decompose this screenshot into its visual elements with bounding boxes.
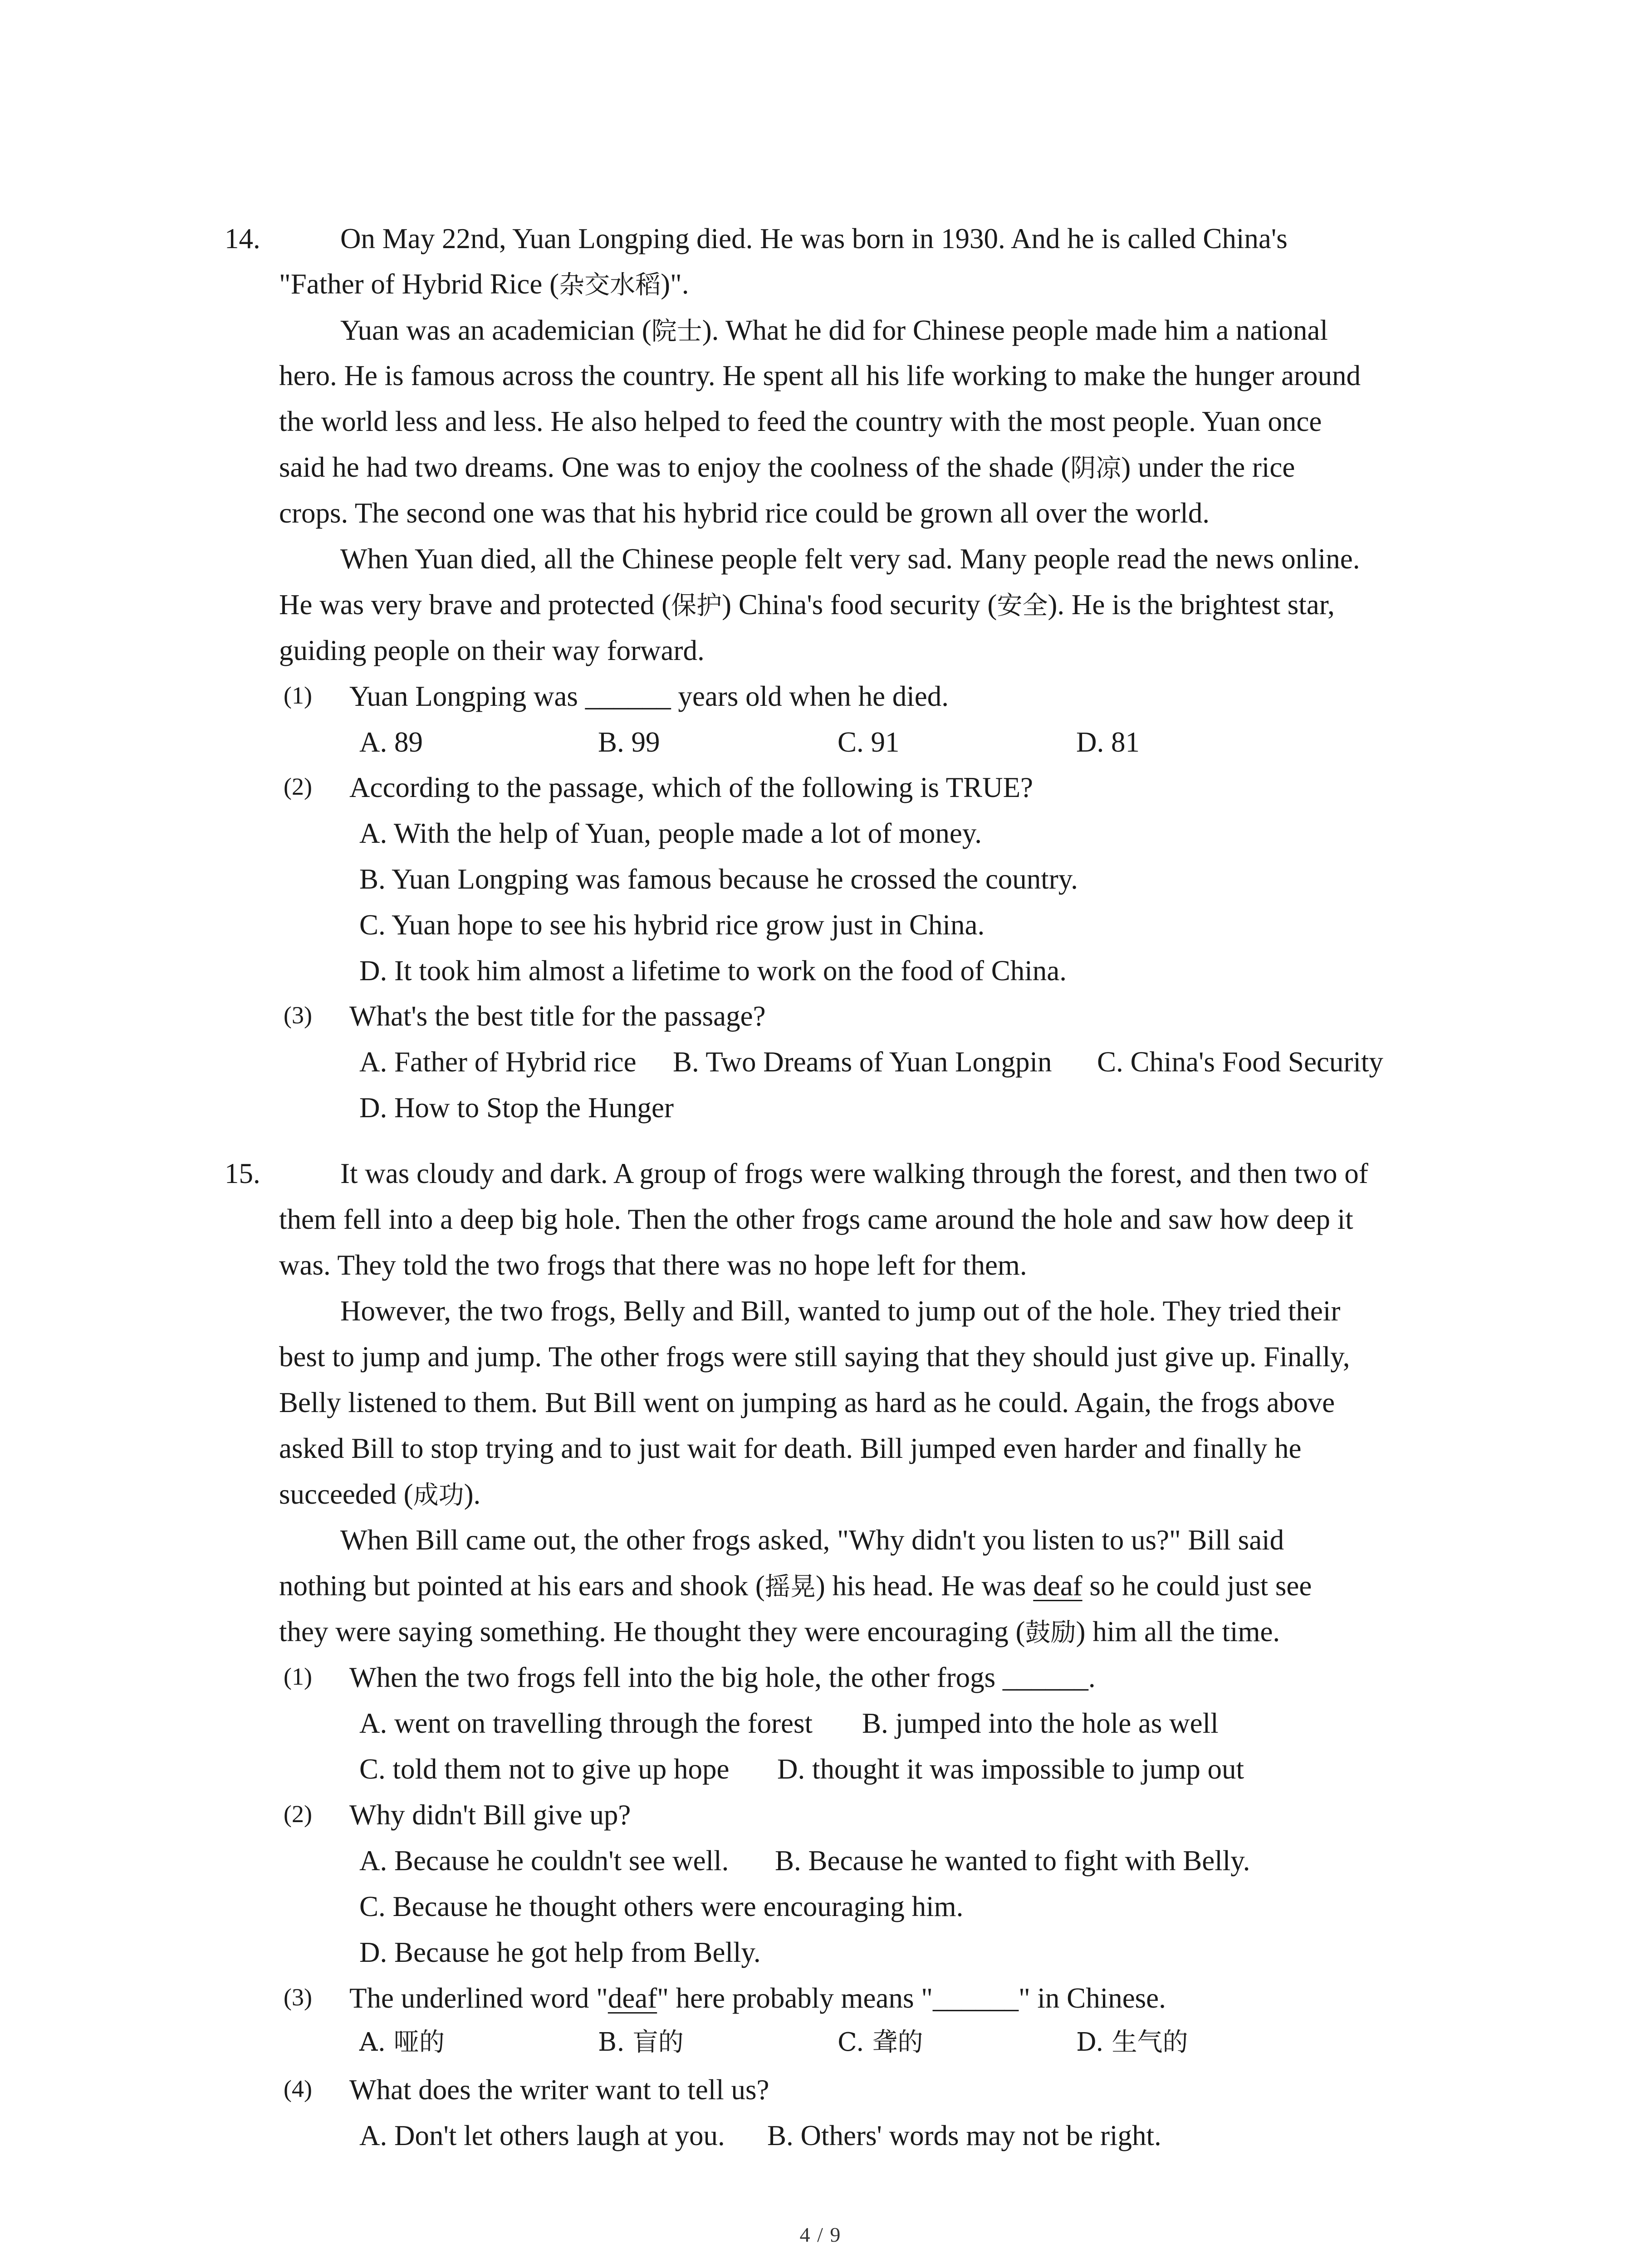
- option-d[interactable]: D. 生气的: [1076, 2028, 1188, 2057]
- option-c[interactable]: C. China's Food Security: [1097, 1046, 1383, 1078]
- option-a[interactable]: A. went on travelling through the forest: [359, 1707, 813, 1739]
- passage-line: Yuan was an academician (院士). What he did for Chinese people made him a national: [340, 314, 1328, 346]
- sub-question-number: (3): [284, 1984, 312, 2011]
- option-c[interactable]: C. told them not to give up hope: [359, 1753, 730, 1785]
- sub-question-number: (1): [284, 682, 312, 709]
- option-c[interactable]: C. Yuan hope to see his hybrid rice grow just in China.: [359, 909, 985, 941]
- passage-line: said he had two dreams. One was to enjoy the coolness of the shade (阴凉) under the rice: [279, 451, 1295, 483]
- option-d[interactable]: D. thought it was impossible to jump out: [777, 1753, 1244, 1785]
- option-d[interactable]: D. 81: [1076, 726, 1140, 758]
- option-c[interactable]: C. 91: [838, 726, 900, 758]
- passage-line: When Yuan died, all the Chinese people felt very sad. Many people read the news online.: [340, 543, 1360, 575]
- option-a[interactable]: A. Don't let others laugh at you.: [359, 2120, 725, 2151]
- option-b[interactable]: B. Two Dreams of Yuan Longpin: [673, 1046, 1052, 1078]
- passage-line: He was very brave and protected (保护) China's food security (安全). He is the brightest star,: [279, 589, 1335, 621]
- option-c[interactable]: C. 聋的: [838, 2028, 923, 2057]
- option-b[interactable]: B. Yuan Longping was famous because he crossed the country.: [359, 863, 1078, 895]
- option-d[interactable]: D. How to Stop the Hunger: [359, 1092, 674, 1124]
- option-b[interactable]: B. 盲的: [598, 2028, 684, 2057]
- passage-line: nothing but pointed at his ears and shook (摇晃) his head. He was deaf so he could just see: [279, 1570, 1312, 1602]
- passage-line: they were saying something. He thought they were encouraging (鼓励) him all the time.: [279, 1616, 1280, 1647]
- sub-question-number: (2): [284, 773, 312, 800]
- sub-question-number: (4): [284, 2075, 312, 2102]
- option-b[interactable]: B. Others' words may not be right.: [767, 2120, 1161, 2151]
- passage-line: succeeded (成功).: [279, 1478, 481, 1510]
- passage-line: It was cloudy and dark. A group of frogs were walking through the forest, and then two of: [340, 1158, 1368, 1189]
- question-number-15: 15.: [225, 1158, 260, 1189]
- sub-question-text: What's the best title for the passage?: [349, 1000, 766, 1032]
- sub-question-number: (2): [284, 1800, 312, 1828]
- sub-question-text: Yuan Longping was ______ years old when he died.: [349, 680, 949, 712]
- passage-line: When Bill came out, the other frogs asked, "Why didn't you listen to us?" Bill said: [340, 1524, 1284, 1556]
- passage-line: best to jump and jump. The other frogs were still saying that they should just give up. Finally,: [279, 1341, 1350, 1373]
- sub-question-text: What does the writer want to tell us?: [349, 2074, 769, 2106]
- page-number: 4 / 9: [799, 2223, 842, 2246]
- passage-line: guiding people on their way forward.: [279, 635, 705, 666]
- passage-line: However, the two frogs, Belly and Bill, wanted to jump out of the hole. They tried their: [340, 1295, 1341, 1327]
- option-a[interactable]: A. 哑的: [359, 2028, 445, 2057]
- sub-question-text: According to the passage, which of the following is TRUE?: [349, 772, 1034, 803]
- sub-question-number: (1): [284, 1663, 312, 1690]
- option-a[interactable]: A. With the help of Yuan, people made a lot of money.: [359, 817, 982, 849]
- passage-line: the world less and less. He also helped to feed the country with the most people. Yuan once: [279, 406, 1322, 437]
- option-a[interactable]: A. Because he couldn't see well.: [359, 1845, 729, 1877]
- option-b[interactable]: B. Because he wanted to fight with Belly.: [775, 1845, 1250, 1877]
- underlined-word: deaf: [1033, 1570, 1083, 1602]
- option-a[interactable]: A. Father of Hybrid rice: [359, 1046, 637, 1078]
- question-number-14: 14.: [225, 223, 260, 254]
- option-b[interactable]: B. jumped into the hole as well: [862, 1707, 1219, 1739]
- passage-line: On May 22nd, Yuan Longping died. He was born in 1930. And he is called China's: [340, 223, 1288, 254]
- option-a[interactable]: A. 89: [359, 726, 423, 758]
- passage-line: crops. The second one was that his hybrid rice could be grown all over the world.: [279, 497, 1210, 529]
- option-b[interactable]: B. 99: [598, 726, 660, 758]
- option-d[interactable]: D. It took him almost a lifetime to work on the food of China.: [359, 955, 1067, 987]
- option-d[interactable]: D. Because he got help from Belly.: [359, 1936, 761, 1968]
- passage-line: was. They told the two frogs that there was no hope left for them.: [279, 1249, 1027, 1281]
- sub-question-text: Why didn't Bill give up?: [349, 1799, 631, 1831]
- passage-line: them fell into a deep big hole. Then the other frogs came around the hole and saw how deep it: [279, 1203, 1353, 1235]
- passage-line: asked Bill to stop trying and to just wait for death. Bill jumped even harder and finally he: [279, 1432, 1302, 1464]
- option-c[interactable]: C. Because he thought others were encouraging him.: [359, 1891, 964, 1922]
- sub-question-text: The underlined word "deaf" here probably means "______" in Chinese.: [349, 1982, 1166, 2014]
- passage-line: Belly listened to them. But Bill went on jumping as hard as he could. Again, the frogs above: [279, 1387, 1335, 1418]
- underlined-word: deaf: [607, 1982, 657, 2014]
- passage-line: hero. He is famous across the country. He spent all his life working to make the hunger around: [279, 360, 1361, 391]
- passage-line: "Father of Hybrid Rice (杂交水稻)".: [279, 268, 689, 300]
- sub-question-text: When the two frogs fell into the big hole, the other frogs ______.: [349, 1662, 1096, 1693]
- sub-question-number: (3): [284, 1002, 312, 1029]
